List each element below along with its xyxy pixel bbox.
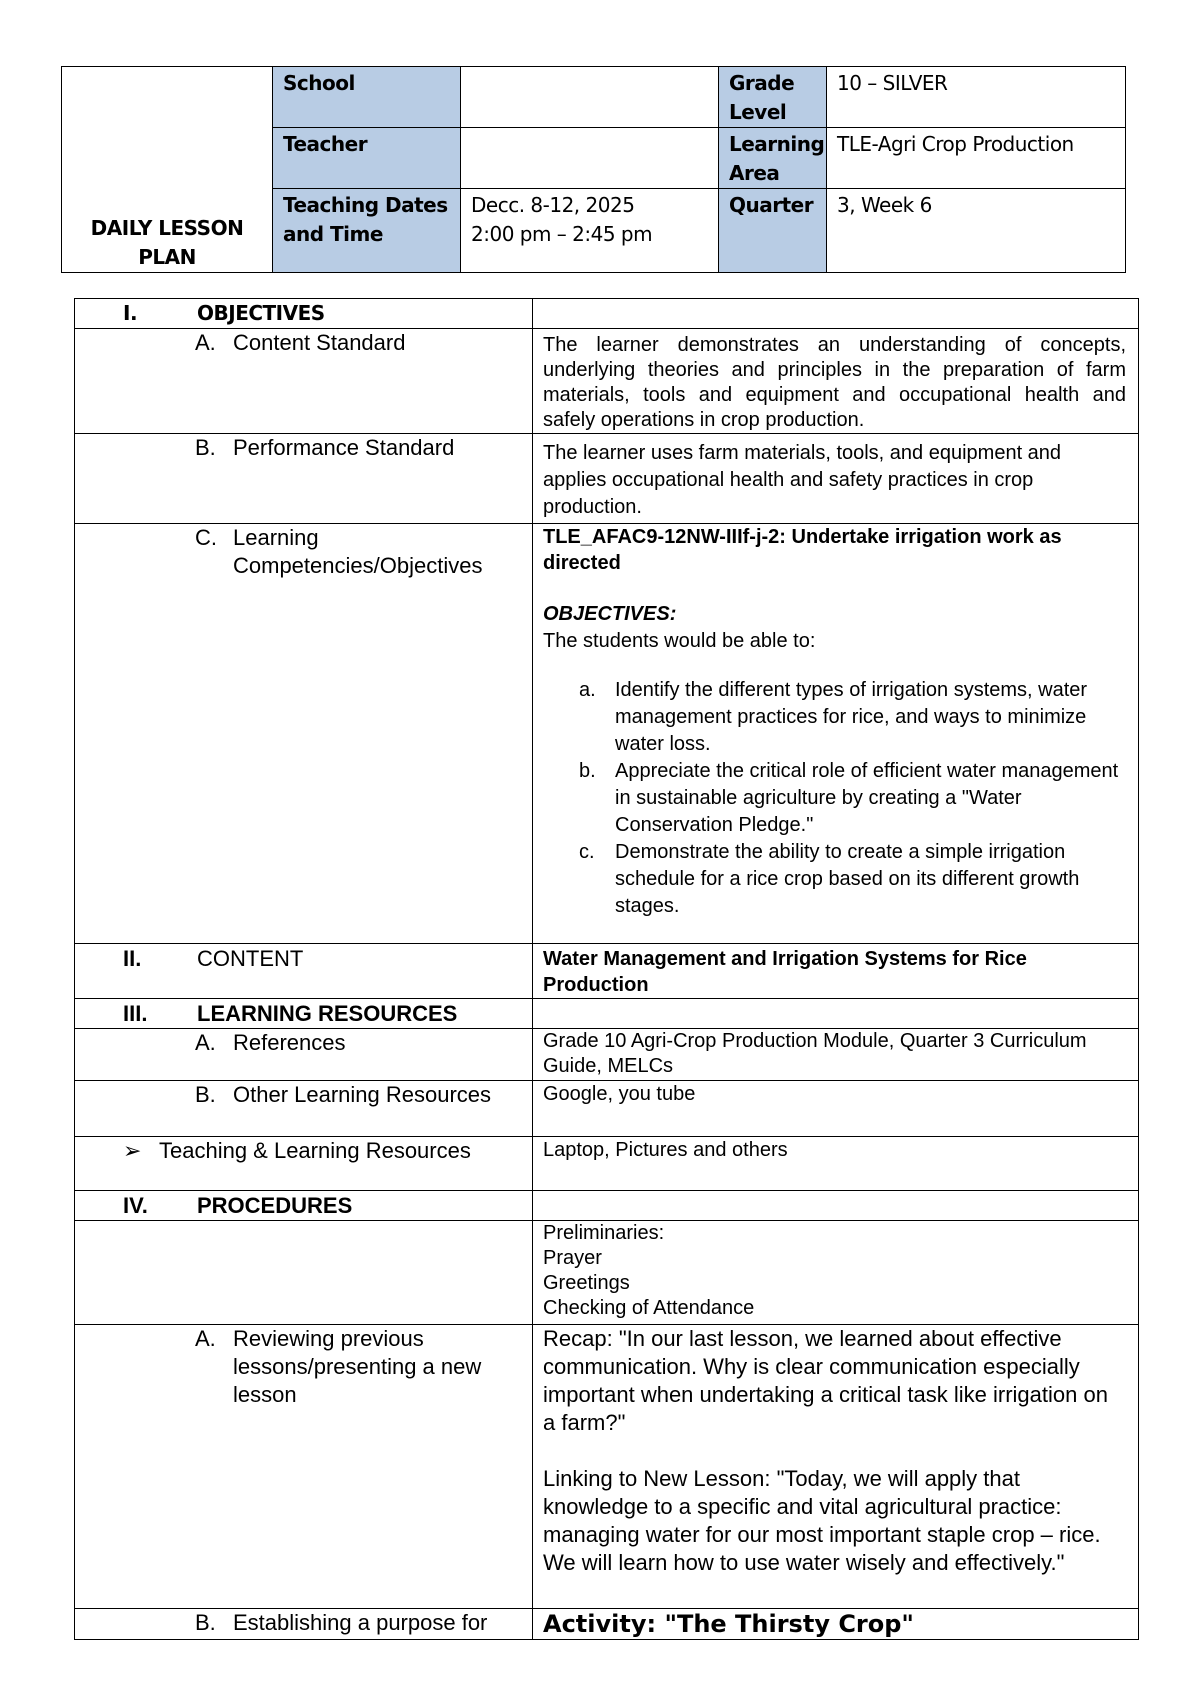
references-label: A. References — [195, 1030, 346, 1055]
list-item: Checking of Attendance — [543, 1297, 755, 1319]
document-title: DAILY LESSON PLAN — [62, 67, 273, 273]
table-row — [75, 1137, 1139, 1191]
teaching-resources-label: ➢ Teaching & Learning Resources — [123, 1138, 471, 1163]
list-item: Prayer — [543, 1247, 602, 1269]
content-standard-label: A. Content Standard — [195, 330, 406, 355]
lesson-header-table — [61, 66, 1126, 273]
teacher-value — [461, 128, 719, 189]
arrow-bullet-icon: ➢ — [123, 1138, 142, 1163]
learning-area-value: TLE-Agri Crop Production — [827, 128, 1126, 189]
teaching-dates-line: Decc. 8-12, 2025 — [471, 193, 635, 217]
table-row — [75, 1325, 1139, 1609]
section-heading-objectives: I. OBJECTIVES — [123, 301, 325, 325]
section-heading-procedures: IV. PROCEDURES — [123, 1193, 353, 1218]
other-resources-text: Google, you tube — [543, 1083, 696, 1105]
purpose-label: B. Establishing a purpose for — [195, 1610, 488, 1635]
grade-level-label: Grade Level — [719, 67, 827, 128]
performance-standard-text: The learner uses farm materials, tools, and equipment and applies occupational health and safety practices in crop production. — [543, 442, 1062, 518]
competency-code: TLE_AFAC9-12NW-IIIf-j-2: Undertake irrigation work as directed — [543, 526, 1062, 574]
preliminaries-list — [543, 1221, 1126, 1321]
table-row — [75, 299, 1139, 329]
preliminaries-heading: Preliminaries: — [543, 1222, 665, 1244]
list-item: a. Identify the different types of irrigation systems, water management practices for rice, and ways to minimize water loss. — [579, 679, 1088, 755]
table-row — [75, 524, 1139, 944]
content-standard-text: The learner demonstrates an understanding of concepts, underlying theories and principles in the preparation of farm materials, tools and equipment and occupational health and safely operations in crop production. — [543, 334, 1126, 431]
teaching-dates-label: Teaching Dates and Time — [273, 189, 461, 273]
list-item: Greetings — [543, 1272, 630, 1294]
competencies-label: C. Learning Competencies/Objectives — [195, 525, 483, 578]
learning-area-label: Learning Area — [719, 128, 827, 189]
references-text: Grade 10 Agri-Crop Production Module, Quarter 3 Curriculum Guide, MELCs — [543, 1030, 1087, 1077]
table-row — [75, 1609, 1139, 1640]
objectives-intro: The students would be able to: — [543, 630, 816, 652]
table-row — [75, 329, 1139, 434]
table-row — [75, 999, 1139, 1029]
teaching-time-line: 2:00 pm – 2:45 pm — [471, 222, 653, 246]
list-item: c. Demonstrate the ability to create a simple irrigation schedule for a rice crop based on its different growth stages. — [579, 841, 1080, 917]
other-resources-label: B. Other Learning Resources — [195, 1082, 492, 1107]
teaching-resources-text: Laptop, Pictures and others — [543, 1139, 788, 1161]
table-row — [75, 944, 1139, 999]
teaching-dates-value — [461, 189, 719, 273]
school-label: School — [273, 67, 461, 128]
linking-text: Linking to New Lesson: "Today, we will apply that knowledge to a specific and vital agricultural practice: managing water for our most important staple crop – rice. We will learn how to use water wisely and effectively." — [543, 1466, 1101, 1575]
quarter-label: Quarter — [719, 189, 827, 273]
section-heading-content: II. CONTENT — [123, 946, 304, 971]
list-item: b. Appreciate the critical role of efficient water management in sustainable agriculture by creating a "Water Conservation Pledge." — [579, 760, 1119, 836]
table-row — [75, 434, 1139, 524]
teacher-label: Teacher — [273, 128, 461, 189]
performance-standard-label: B. Performance Standard — [195, 435, 455, 460]
table-row — [75, 1029, 1139, 1081]
section-heading-learning-resources: III. LEARNING RESOURCES — [123, 1001, 458, 1026]
quarter-value: 3, Week 6 — [827, 189, 1126, 273]
table-row — [75, 1191, 1139, 1221]
recap-text: Recap: "In our last lesson, we learned about effective communication. Why is clear communication especially important when undertaking a critical task like irrigation on a farm?" — [543, 1326, 1108, 1435]
table-row — [75, 1221, 1139, 1325]
school-value — [461, 67, 719, 128]
objectives-heading: OBJECTIVES: — [543, 603, 677, 625]
objectives-list — [543, 677, 1126, 920]
activity-title: Activity: "The Thirsty Crop" — [543, 1610, 914, 1638]
lesson-plan-table — [74, 298, 1139, 1640]
content-text: Water Management and Irrigation Systems for Rice Production — [543, 948, 1027, 996]
table-row — [75, 1081, 1139, 1137]
grade-level-value: 10 – SILVER — [827, 67, 1126, 128]
reviewing-label: A. Reviewing previous lessons/presenting a new lesson — [195, 1326, 482, 1407]
